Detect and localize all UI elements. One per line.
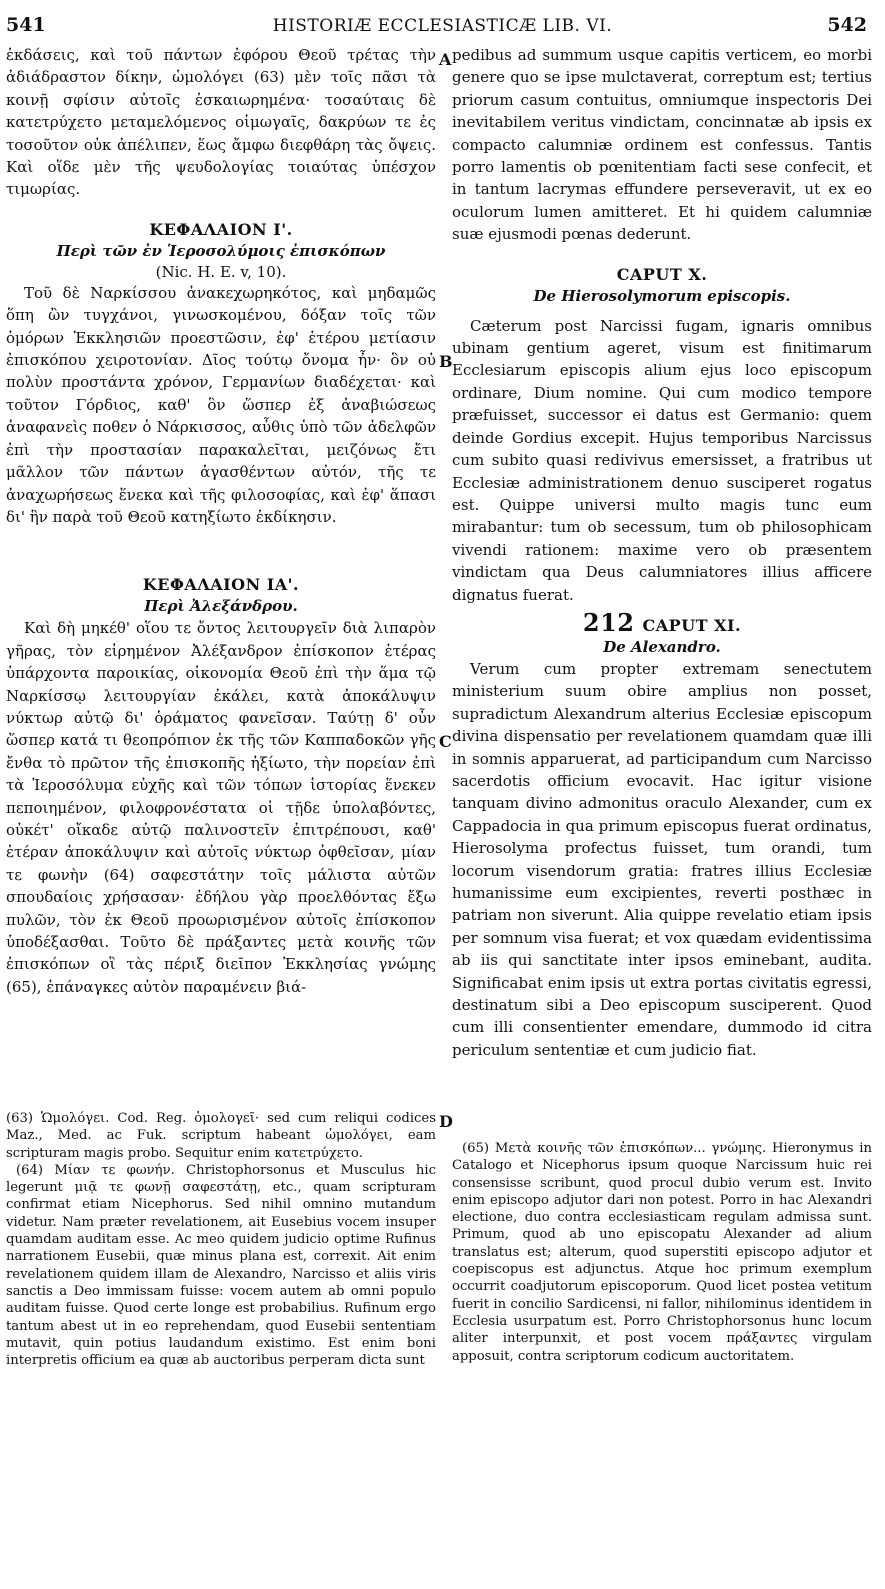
running-title: HISTORIÆ ECCLESIASTICÆ LIB. VI.	[272, 16, 613, 36]
latin-chapter-10-text: Cæterum post Narcissi fugam, ignaris omnibus ubinam gentium ageret, visum est finitimarum Ecclesiarum episcopis alium ejus loco episcopum ordinare, Dium nomine. Qui cum modico tempore præfuisset, successor ei datus est Germanio: quem deinde Gordius excepit. Hujus temporibus Narcissus cum subito quasi redivivus emersisset, a fratribus ut Ecclesiæ administrationem denuo susciperet rogatus est. Quippe universi multo magis tunc eum mirabantur: tum ob secessum, tum ob philosophicam vivendi rationem: maxime vero ob præsentem vindictam qua Deus calumniatores illius afficere dignatus fuerat.	[452, 316, 872, 604]
margin-letter-b: B	[439, 352, 453, 371]
greek-chapter-10-subtitle: Περὶ τῶν ἐν Ἱεροσολύμοις ἐπισκόπων	[56, 241, 386, 260]
greek-chapter-10-text: Τοῦ δὲ Ναρκίσσου ἀνακεχωρηκότος, καὶ μηδαμῶς ὅπη ὢν τυγχάνοι, γινωσκομένου, δόξαν τοῖς τῶν ὁμόρων Ἐκκλησιῶν προεστῶσιν, ἐφ' ἑτέρου μετίασιν ἐπισκόπου χειροτονίαν. Δῖος τούτῳ ὄνομα ἦν· ὃν οὐ πολὺν προστάντα χρόνον, Γερμανίων διαδέχεται· καὶ τοῦτον Γόρδιος, καθ' ὃν ὥσπερ ἐξ ἀναβιώσεως ἀναφανεὶς ποθεν ὁ Νάρκισσος, αὖθις ὑπὸ τῶν ἀδελφῶν ἐπὶ τὴν προστασίαν παρακαλεῖται, μειζόνως ἔτι μᾶλλον τῶν πάντων ἀγασθέντων αὐτόν, τῆς τε ἀναχωρήσεως ἕνεκα καὶ τῆς φιλοσοφίας, καὶ ἐφ' ἅπασι δι' ἣν παρὰ τοῦ Θεοῦ κατηξίωτο ἐκδίκησιν.	[6, 283, 436, 526]
latin-chapter-11-title: CAPUT XI.	[642, 615, 742, 635]
margin-letter-a: A	[439, 50, 452, 69]
greek-chapter-10-title: ΚΕΦΑΛΑΙΟΝ Ι'.	[149, 219, 293, 239]
latin-column	[452, 44, 872, 1061]
greek-chapter-10-reference: (Nic. H. E. v, 10).	[155, 262, 287, 281]
greek-paragraph-intro: ἐκδάσεις, καὶ τοῦ πάντων ἐφόρου Θεοῦ τρέτας τὴν ἀδιάδραστον δίκην, ὡμολόγει (63) μὲν τοῖς πᾶσι τὰ κοινῇ σφίσιν αὐτοῖς ἐσκαιωρημένα· τοσαύταις δὲ κατετρύχετο μεταμελόμενος οἰμωγαῖς, δακρύων τε ἐς τοσοῦτον οὐκ ἀπέλιπεν, ἕως ἄμφω διεφθάρη τὰς ὄψεις. Καὶ οἵδε μὲν τῆς ψευδολογίας τοιαύτας ὑπέσχον τιμωρίας.	[6, 46, 436, 199]
latin-paragraph-intro: pedibus ad summum usque capitis verticem, eo morbi genere quo se ipse mulctaverat, correptum est; tertius priorum casum contuitus, omniumque inspectoris Dei inevitabilem veritus vindictam, concinnatæ ab ipsis ex compacto calumniæ ordinem est confessus. Tantis porro lamentis ob pœnitentiam facti sese confecit, et in tantum lacrymas effundere perseveravit, ut ex eo oculorum lumen amitteret. Et hi quidem calumniæ suæ ejusmodi pœnas dederunt.	[452, 46, 872, 244]
column-number: 212	[582, 607, 635, 637]
page-number-right: 542	[827, 14, 867, 36]
latin-chapter-11-heading	[452, 607, 872, 637]
margin-letter-d: D	[439, 1112, 453, 1131]
footnotes-left	[6, 1110, 436, 1369]
latin-chapter-11-subtitle: De Alexandro.	[603, 637, 721, 656]
latin-chapter-10-title: CAPUT X.	[616, 264, 708, 284]
latin-chapter-11-text: Verum cum propter extremam senectutem ministerium suum obire amplius non posset, supradictum Alexandrum alterius Ecclesiæ episcopum divina dispensatio per revelationem quamdam quæ illi in somnis apparuerat, ad participandum cum Narcisso sacerdotis officium evocavit. Hac igitur visione tanquam divino admonitus oraculo Alexander, cum ex Cappadocia in qua primum episcopus fuerat ordinatus, Hierosolyma profectus fuisset, tum orandi, tum locorum visendorum gratia: fratres illius Ecclesiæ humanissime eum excipientes, reverti posthæc in patriam non siverunt. Alia quippe revelatio etiam ipsis per somnum visa fuerat; et vox quædam evidentissima ab iis qui sanctitate inter ipsos eminebant, audita. Significabat enim ipsis ut extra portas civitatis egressi, destinatum sibi a Deo episcopum susciperent. Quod cum illi consentienter emendare, dummodo id citra periculum sententiæ et cum judicio fiat.	[452, 659, 872, 1059]
greek-chapter-11-text: Καὶ δὴ μηκέθ' οἵου τε ὄντος λειτουργεῖν διὰ λιπαρὸν γῆρας, τὸν εἰρημένον Ἀλέξανδρον ἐπίσκοπον ἑτέρας ὑπάρχοντα παροικίας, οἰκονομία Θεοῦ ἐπὶ τὴν ἅμα τῷ Ναρκίσσῳ λειτουργίαν ἐκάλει, κατὰ ἀποκάλυψιν νύκτωρ αὐτῷ δι' ὁράματος φανεῖσαν. Ταύτῃ δ' οὖν ὥσπερ κατά τι θεοπρόπιον ἐκ τῆς τῶν Καππαδοκῶν γῆς ἔνθα τὸ πρῶτον τῆς ἐπισκοπῆς ἠξίωτο, τὴν πορείαν ἐπὶ τὰ Ἱεροσόλυμα εὐχῆς καὶ τῶν τόπων ἱστορίας ἕνεκεν πεποιημένον, φιλοφρονέστατα οἱ τῇδε ὑπολαβόντες, οὐκέτ' οἴκαδε αὐτῷ παλινοστεῖν ἐπιτρέπουσι, καθ' ἑτέραν ἀποκάλυψιν καὶ αὐτοῖς νύκτωρ ὀφθεῖσαν, μίαν τε φωνὴν (64) σαφεστάτην τοῖς μάλιστα αὐτῶν σπουδαίοις χρήσασαν· ἐδήλου γὰρ προελθόντας ἔξω πυλῶν, τὸν ἐκ Θεοῦ προωρισμένον αὐτοῖς ἐπίσκοπον ὑποδέξασθαι. Τοῦτο δὲ πράξαντες μετὰ κοινῆς τῶν ἐπισκόπων οἳ τὰς πέριξ διεῖπον Ἐκκλησίας γνώμης (65), ἐπάναγκες αὐτὸν παραμένειν βιά-	[6, 619, 436, 996]
footnote-64: (64) Μίαν τε φωνήν. Christophorsonus et Musculus hic legerunt μιᾷ τε φωνῇ σαφεστάτῃ, etc., quam scripturam confirmat etiam Nicephorus. Sed nihil omnino mutandum videtur. Nam præter revelationem, ait Eusebius vocem insuper quamdam auditam esse. Ac meo quidem judicio optime Rufinus narrationem Eusebii, quæ minus plana est, correxit. Ait enim revelationem quidem illam de Alexandro, Narcisso et aliis viris sanctis a Deo immissam fuisse: vocem autem ab omni populo auditam fuisse. Quod certe longe est probabilius. Rufinum ergo tantum abest ut in eo reprehendam, quod Eusebii sententiam mutavit, quin potius laudandum existimo. Est enim boni interpretis officium ea quæ ab auctoribus perperam dicta sunt	[6, 1162, 436, 1369]
page-number-left: 541	[6, 14, 46, 36]
greek-chapter-11-subtitle: Περὶ Ἀλεξάνδρου.	[144, 597, 298, 616]
latin-chapter-10-subtitle: De Hierosolymorum episcopis.	[533, 286, 791, 305]
page-header	[0, 14, 885, 42]
footnote-63: (63) Ὡμολόγει. Cod. Reg. ὁμολογεῖ· sed cum reliqui codices Maz., Med. ac Fuk. scriptum habeant ὡμολόγει, eam scripturam magis probo. Sequitur enim κατετρύχετο.	[6, 1111, 436, 1161]
footnote-65: (65) Μετὰ κοινῆς τῶν ἐπισκόπων... γνώμης. Hieronymus in Catalogo et Nicephorus ipsum quoque Narcissum huic rei consensisse scribunt, quod procul dubio verum est. Invito enim episcopo adjutor dari non potest. Porro in hac Alexandri electione, duo contra ecclesiasticam regulam admissa sunt. Primum, quod ab uno episcopatu Alexander ad alium translatus est; alterum, quod superstiti episcopo adjutor et coepiscopus est adjunctus. Atque hoc primum exemplum occurrit coadjutorum episcoporum. Quod licet postea vetitum fuerit in concilio Sardicensi, ni fallor, nihilominus identidem in Ecclesia usurpatum est. Porro Christophorsonus hunc locum aliter interpunxit, et post vocem πράξαντες virgulam apposuit, contra scriptorum codicum auctoritatem.	[452, 1141, 872, 1364]
greek-column	[6, 44, 436, 998]
greek-chapter-11-title: ΚΕΦΑΛΑΙΟΝ ΙΑ'.	[142, 575, 300, 595]
margin-letter-c: C	[439, 732, 452, 751]
footnotes-right	[452, 1140, 872, 1365]
